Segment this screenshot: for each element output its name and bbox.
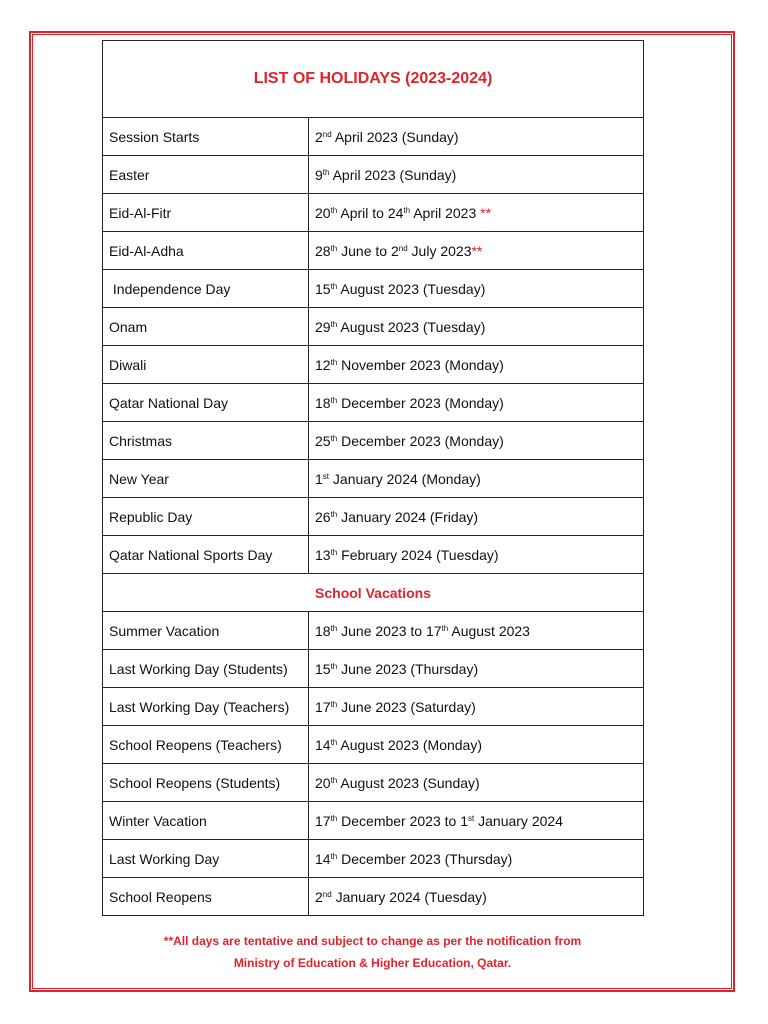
ordinal-suffix: th [330, 699, 338, 709]
event-name: School Reopens (Students) [103, 764, 309, 802]
date-text: February 2024 (Tuesday) [337, 546, 499, 563]
ordinal-suffix: th [322, 167, 330, 177]
tentative-mark: ** [471, 242, 483, 259]
date-text: June 2023 (Thursday) [337, 660, 479, 677]
date-text: 2 [315, 888, 323, 905]
date-text: January 2024 (Tuesday) [331, 888, 487, 905]
page-title: LIST OF HOLIDAYS (2023-2024) [103, 41, 644, 118]
ordinal-suffix: st [322, 471, 330, 481]
date-text: 18 [315, 622, 331, 639]
event-date [309, 840, 644, 878]
date-text: August 2023 (Tuesday) [337, 280, 486, 297]
ordinal-suffix: th [403, 205, 411, 215]
event-name: Easter [103, 156, 309, 194]
date-text: 17 [315, 812, 331, 829]
event-date [309, 498, 644, 536]
table-row [103, 232, 644, 270]
event-date [309, 612, 644, 650]
table-row [103, 156, 644, 194]
table-row [103, 878, 644, 916]
table-row [103, 612, 644, 650]
ordinal-suffix: th [330, 205, 338, 215]
date-text: August 2023 (Tuesday) [337, 318, 486, 335]
date-text: August 2023 [448, 622, 530, 639]
event-name: Independence Day [103, 270, 309, 308]
date-text: June 2023 to 17 [337, 622, 442, 639]
date-text: 14 [315, 736, 331, 753]
table-row [103, 498, 644, 536]
event-date [309, 270, 644, 308]
footnote-line-2: Ministry of Education & Higher Education, Qatar. [233, 956, 512, 970]
date-text: August 2023 (Monday) [337, 736, 483, 753]
date-text: 1 [315, 470, 323, 487]
ordinal-suffix: th [330, 623, 338, 633]
table-row [103, 764, 644, 802]
date-text: 17 [315, 698, 331, 715]
event-date [309, 118, 644, 156]
date-text: 20 [315, 204, 331, 221]
table-row [103, 346, 644, 384]
table-row [103, 688, 644, 726]
table-row [103, 536, 644, 574]
date-text: December 2023 (Thursday) [337, 850, 513, 867]
event-name: Last Working Day (Students) [103, 650, 309, 688]
date-text: April to 24 [337, 204, 404, 221]
date-text: 29 [315, 318, 331, 335]
ordinal-suffix: th [330, 433, 338, 443]
event-date [309, 764, 644, 802]
date-text: 18 [315, 394, 331, 411]
ordinal-suffix: th [330, 509, 338, 519]
event-date [309, 384, 644, 422]
ordinal-suffix: th [330, 395, 338, 405]
ordinal-suffix: th [330, 661, 338, 671]
date-text: August 2023 (Sunday) [337, 774, 480, 791]
date-text: April 2023 (Sunday) [331, 128, 459, 145]
table-row [103, 840, 644, 878]
event-name: School Reopens (Teachers) [103, 726, 309, 764]
ordinal-suffix: th [330, 281, 338, 291]
event-name: Qatar National Sports Day [103, 536, 309, 574]
event-date [309, 802, 644, 840]
ordinal-suffix: nd [398, 243, 408, 253]
event-name: School Reopens [103, 878, 309, 916]
event-name: Diwali [103, 346, 309, 384]
date-text: 9 [315, 166, 323, 183]
date-text: 2 [315, 128, 323, 145]
ordinal-suffix: nd [322, 889, 332, 899]
event-name: Christmas [103, 422, 309, 460]
ordinal-suffix: st [468, 813, 475, 823]
date-text: 13 [315, 546, 331, 563]
event-name: Qatar National Day [103, 384, 309, 422]
event-date [309, 726, 644, 764]
date-text: November 2023 (Monday) [337, 356, 504, 373]
event-name: Last Working Day (Teachers) [103, 688, 309, 726]
event-name: Onam [103, 308, 309, 346]
ordinal-suffix: th [330, 737, 338, 747]
event-date [309, 878, 644, 916]
date-text: December 2023 (Monday) [337, 394, 504, 411]
ordinal-suffix: th [330, 813, 338, 823]
table-row [103, 118, 644, 156]
table-row [103, 270, 644, 308]
table-row [103, 384, 644, 422]
event-date [309, 232, 644, 270]
date-text: April 2023 [410, 204, 481, 221]
date-text: 15 [315, 280, 331, 297]
event-date [309, 422, 644, 460]
table-row [103, 726, 644, 764]
ordinal-suffix: nd [322, 129, 332, 139]
section-row [103, 574, 644, 612]
ordinal-suffix: th [441, 623, 449, 633]
table-row [103, 308, 644, 346]
date-text: June 2023 (Saturday) [337, 698, 476, 715]
event-name: Eid-Al-Fitr [103, 194, 309, 232]
date-text: 14 [315, 850, 331, 867]
event-name: Last Working Day [103, 840, 309, 878]
date-text: 25 [315, 432, 331, 449]
date-text: April 2023 (Sunday) [329, 166, 457, 183]
event-date [309, 346, 644, 384]
date-text: 26 [315, 508, 331, 525]
event-date [309, 650, 644, 688]
event-date [309, 194, 644, 232]
date-text: December 2023 to 1 [337, 812, 468, 829]
event-name: Eid-Al-Adha [103, 232, 309, 270]
date-text: January 2024 [474, 812, 563, 829]
event-name: Republic Day [103, 498, 309, 536]
date-text: December 2023 (Monday) [337, 432, 504, 449]
date-text: July 2023 [407, 242, 472, 259]
ordinal-suffix: th [330, 851, 338, 861]
date-text: January 2024 (Friday) [337, 508, 479, 525]
event-date [309, 536, 644, 574]
date-text: 15 [315, 660, 331, 677]
event-name: Winter Vacation [103, 802, 309, 840]
date-text: 20 [315, 774, 331, 791]
footnote [102, 930, 643, 974]
table-row [103, 460, 644, 498]
holidays-table [102, 40, 644, 916]
ordinal-suffix: th [330, 319, 338, 329]
date-text: January 2024 (Monday) [329, 470, 481, 487]
title-row [103, 41, 644, 118]
event-name: Session Starts [103, 118, 309, 156]
table-row [103, 650, 644, 688]
table-row [103, 194, 644, 232]
ordinal-suffix: th [330, 243, 338, 253]
section-heading: School Vacations [103, 574, 644, 612]
date-text: 12 [315, 356, 331, 373]
footnote-line-1: **All days are tentative and subject to change as per the notification from [163, 934, 582, 948]
ordinal-suffix: th [330, 547, 338, 557]
table-row [103, 802, 644, 840]
date-text: June to 2 [337, 242, 399, 259]
ordinal-suffix: th [330, 357, 338, 367]
event-date [309, 688, 644, 726]
event-name: Summer Vacation [103, 612, 309, 650]
table-row [103, 422, 644, 460]
event-date [309, 308, 644, 346]
event-name: New Year [103, 460, 309, 498]
event-date [309, 460, 644, 498]
tentative-mark: ** [480, 204, 492, 221]
date-text: 28 [315, 242, 331, 259]
ordinal-suffix: th [330, 775, 338, 785]
event-date [309, 156, 644, 194]
